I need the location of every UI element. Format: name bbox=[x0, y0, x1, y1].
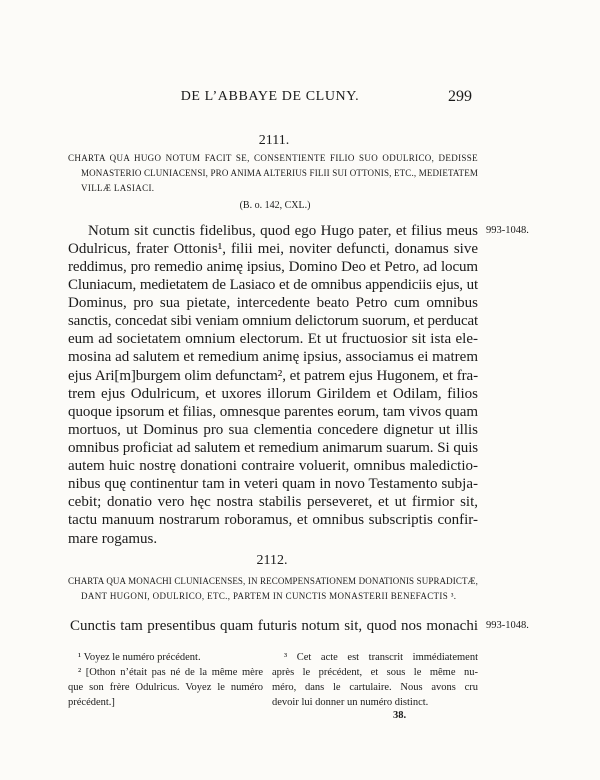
charter-2111-title-line: CHARTA QUA HUGO NOTUM FACIT SE, CONSENTIENTE FILIO SUO ODULRICO, DEDISSE bbox=[68, 153, 478, 163]
charter-number-2112: 2112. bbox=[256, 553, 288, 568]
footnote-line: ³ Cet acte est transcrit immédiatement bbox=[284, 652, 478, 663]
charter-2111-source: (B. o. 142, CXL.) bbox=[239, 200, 311, 211]
body-line: autem huic nostrę donationi contraire voluerit, omnibus maledictio- bbox=[68, 458, 478, 474]
footnote-line: devoir lui donner un numéro distinct. bbox=[272, 697, 429, 708]
footnote-line: précédent.] bbox=[68, 697, 115, 708]
charter-2112-title-line: DANT HUGONI, ODULRICO, ETC., PARTEM IN CUNCTIS MONASTERII BENEFACTIS ³. bbox=[81, 591, 457, 601]
footnote-line: ¹ Voyez le numéro précédent. bbox=[78, 652, 201, 663]
page-number: 299 bbox=[448, 88, 472, 105]
body-line: Cunctis tam presentibus quam futuris notum sit, quod nos monachi bbox=[70, 618, 478, 634]
charter-2111-title-line: MONASTERIO CLUNIACENSI, PRO ANIMA ALTERIUS FILII SUI OTTONIS, ETC., MEDIETATEM bbox=[81, 168, 478, 178]
charter-2111-margin-date: 993-1048. bbox=[486, 225, 529, 236]
body-line: reddimus, pro remedio animę ipsius, Domino Deo et Petro, ad locum bbox=[68, 259, 478, 275]
body-line: Cluniacum, medietatem de Lasiaco et de omnibus appendiciis ejus, ut bbox=[68, 277, 478, 293]
body-line: Dominus, pro sua pietate, intercedente beato Petro cum omnibus bbox=[68, 295, 478, 311]
body-line: mosina ad salutem et remedium animę ipsius, associamus ei matrem bbox=[68, 349, 478, 365]
body-line: omnibus proficiat ad salutem et remedium animarum suarum. Si quis bbox=[68, 440, 478, 456]
running-head: DE L’ABBAYE DE CLUNY. bbox=[180, 89, 360, 104]
body-line: trem ejus Odulricum, et uxores illorum Girildem et Odilam, filios bbox=[68, 386, 478, 402]
body-line: Odulricus, frater Ottonis¹, filii mei, noviter defuncti, donamus sive bbox=[68, 241, 478, 257]
body-line: nibus quę continentur tam in veteri quam in novo Testamento subja- bbox=[68, 476, 478, 492]
footnote-line: ² [Othon n’était pas né de la même mère bbox=[78, 667, 263, 678]
charter-2112-title-line: CHARTA QUA MONACHI CLUNIACENSES, IN RECOMPENSATIONEM DONATIONIS SUPRADICTÆ, bbox=[68, 576, 478, 586]
footnote-line: après le précédent, et sous le même nu- bbox=[272, 667, 478, 678]
body-line: mortuos, ut Dominus pro sua clementia concedere dignetur ut illis bbox=[68, 422, 478, 438]
body-line: Notum sit cunctis fidelibus, quod ego Hugo pater, et filius meus bbox=[88, 223, 478, 239]
signature-mark: 38. bbox=[393, 710, 407, 721]
charter-2112-margin-date: 993-1048. bbox=[486, 620, 529, 631]
charter-2111-title-line: VILLÆ LASIACI. bbox=[81, 183, 155, 193]
body-line: eum ad societatem omnium electorum. Et ut fructuosior sit ista ele- bbox=[68, 331, 478, 347]
body-line: ejus Ari[m]burgem olim defunctam², et patrem ejus Hugonem, et fra- bbox=[68, 368, 478, 384]
body-line: cebit; donatio vero hęc nostra stabilis perseveret, et ut firmior sit, bbox=[68, 494, 478, 510]
footnote-line: méro, dans le cartulaire. Nous avons cru bbox=[272, 682, 478, 693]
body-line: quoque ipsorum et filias, omnesque parentes eorum, tam vivos quam bbox=[68, 404, 478, 420]
body-line: sanctis, concedat sibi veniam omnium delictorum suorum, et perducat bbox=[68, 313, 478, 329]
charter-number-2111: 2111. bbox=[258, 133, 290, 148]
footnote-line: que son frère Odulricus. Voyez le numéro bbox=[68, 682, 263, 693]
body-line: tactu manuum nostrarum roboramus, et omnibus subscriptis confir- bbox=[68, 512, 478, 528]
body-line: mare rogamus. bbox=[68, 531, 158, 547]
